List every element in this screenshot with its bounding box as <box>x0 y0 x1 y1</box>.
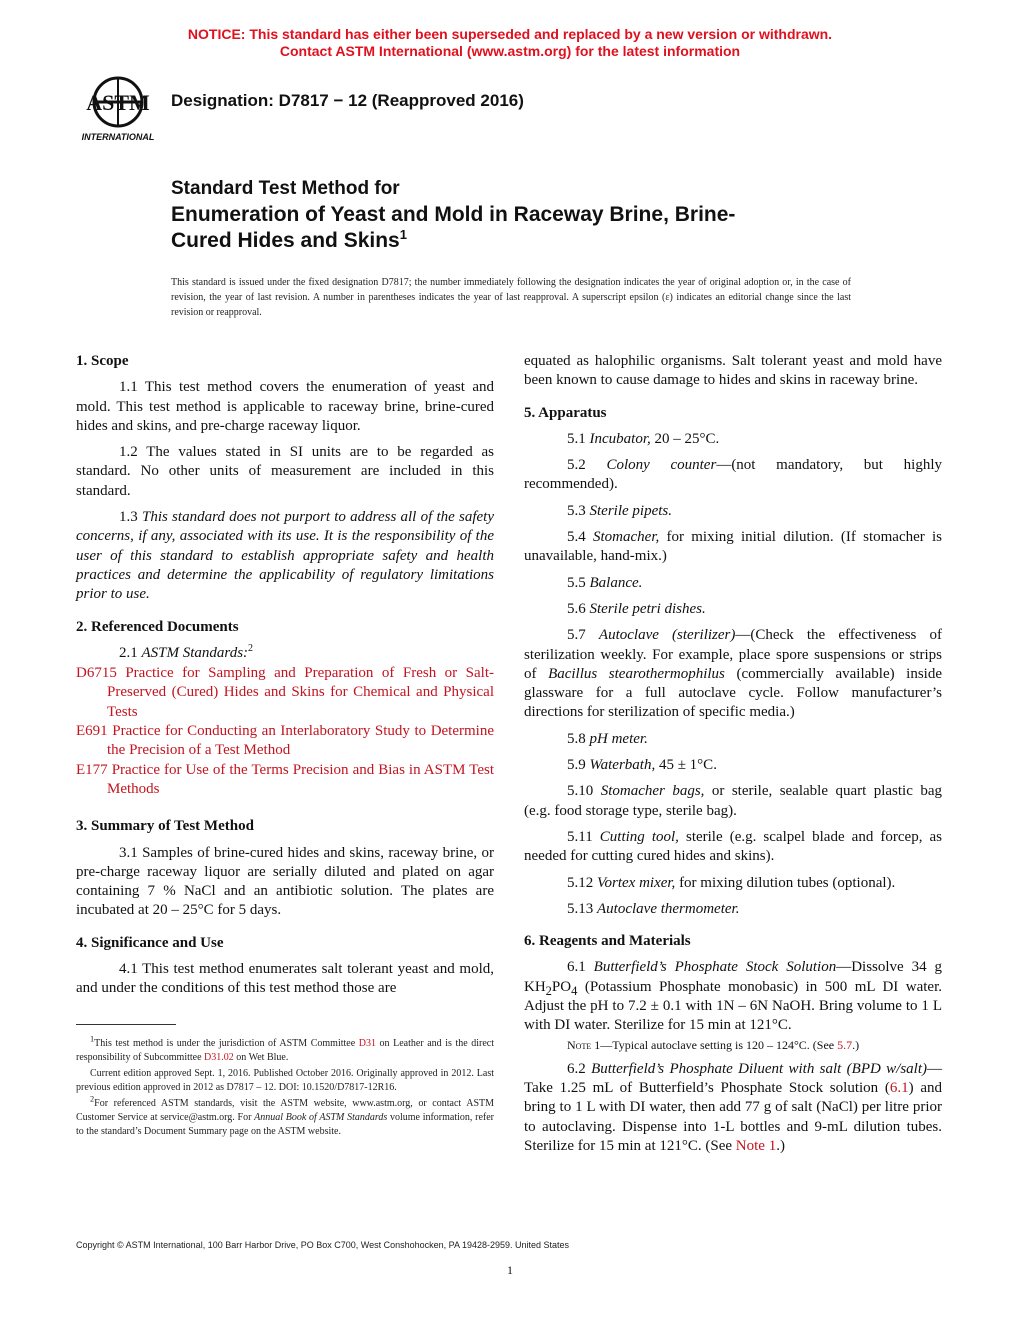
footnote-mark: 1 <box>90 1034 95 1044</box>
footnote-text: on Leather and is the direct responsibility of Subcommittee <box>76 1038 494 1063</box>
title-line-3-text: Cured Hides and Skins <box>171 229 400 252</box>
title-line-2: Enumeration of Yeast and Mold in Raceway Brine, Brine- <box>171 203 736 226</box>
item-text: PO <box>551 978 572 995</box>
committee-link[interactable]: D31 <box>358 1038 376 1049</box>
item-text: 45 ± 1°C. <box>655 757 717 774</box>
item-number: 6.1 <box>567 959 594 976</box>
document-title <box>171 176 871 254</box>
apparatus-item <box>524 828 942 867</box>
item-text: or sterile, sealable quart plastic bag (e.g. food storage type, sterile bag). <box>524 783 942 819</box>
left-column <box>76 352 494 1006</box>
item-text: (Potassium Phosphate monobasic) in 500 mL DI water. Adjust the pH to 7.2 ± 0.1 with 1N – 6N NaOH. Bring volume to 1 L with DI water. Sterilize for 15 min at 121°C. <box>524 978 942 1034</box>
referenced-standard <box>76 761 494 800</box>
item-text: —(Check the effectiveness of sterilization weekly. For example, place spore suspensions or strips of <box>524 627 943 682</box>
apparatus-item <box>524 430 942 449</box>
logo-subtext: INTERNATIONAL <box>81 132 155 142</box>
standard-link-e691[interactable]: E691 <box>76 723 108 740</box>
item-name: Sterile pipets. <box>589 502 672 519</box>
reagent-paragraph <box>524 958 942 1035</box>
fixed-designation-note: This standard is issued under the fixed designation D7817; the number immediately following the designation indicates the year of original adoption or, in the case of revision, the year of last revision. A number in parentheses indicates the year of last reapproval. A superscript epsilon (ε) indicates an editorial change since the last revision or reapproval. <box>171 277 851 318</box>
paragraph-continued: equated as halophilic organisms. Salt tolerant yeast and mold have been known to cause damage to hides and skins in raceway brine. <box>524 353 942 389</box>
item-name: Stomacher, <box>593 529 660 546</box>
footnote-2 <box>76 1094 495 1139</box>
item-number: 5.6 <box>567 600 590 617</box>
right-column <box>524 352 942 1163</box>
item-text: for mixing initial dilution. (If stomacher is unavailable, hand-mix.) <box>524 529 942 565</box>
copyright-line: Copyright © ASTM International, 100 Barr Harbor Drive, PO Box C700, West Conshohocken, PA 19428-2959. United States <box>76 1240 570 1250</box>
note-label: Note 1 <box>567 1037 601 1052</box>
logo-wordmark: ASTM <box>86 90 150 115</box>
section-heading: 2. Referenced Documents <box>76 618 239 635</box>
notice-line-2: Contact ASTM International (www.astm.org) for the latest information <box>279 43 741 59</box>
standard-link-d6715[interactable]: D6715 <box>76 665 117 682</box>
paragraph: 4.1 This test method enumerates salt tolerant yeast and mold, and under the conditions of this test method those are <box>76 961 494 997</box>
note-text: —Typical autoclave setting is 120 – 124°C. (See <box>600 1037 838 1052</box>
item-number: 5.4 <box>567 529 593 546</box>
item-name: Waterbath, <box>589 757 656 774</box>
subscript: 4 <box>571 983 578 998</box>
item-name: Colony counter <box>606 457 717 474</box>
section-heading: 6. Reagents and Materials <box>524 933 691 950</box>
item-number: 5.10 <box>567 783 601 800</box>
apparatus-item <box>524 456 942 495</box>
footnote-text: This test method is under the jurisdiction of ASTM Committee <box>94 1038 359 1049</box>
title-footnote-mark: 1 <box>399 227 407 242</box>
footnote-1 <box>76 1034 494 1065</box>
item-number: 5.12 <box>567 874 597 891</box>
paragraph-number: 1.3 <box>119 509 142 526</box>
paragraph-number: 2.1 <box>119 644 142 661</box>
item-name: Sterile petri dishes. <box>589 600 706 617</box>
item-text: 20 – 25°C. <box>650 430 720 447</box>
paragraph <box>76 508 494 604</box>
standard-title[interactable]: Practice for Conducting an Interlaboratory Study to Determine the Precision of a Test Method <box>107 723 494 759</box>
astm-logo <box>74 74 164 144</box>
item-number: 5.2 <box>567 457 607 474</box>
paragraph: 1.2 The values stated in SI units are to be regarded as standard. No other units of measurement are included in this standard. <box>76 444 494 499</box>
paragraph <box>76 644 494 663</box>
item-number: 5.3 <box>567 502 590 519</box>
subcommittee-link[interactable]: D31.02 <box>204 1052 234 1063</box>
apparatus-item <box>524 782 942 821</box>
apparatus-item <box>524 600 942 619</box>
page-number: 1 <box>507 1263 513 1277</box>
superseded-notice <box>0 26 1020 60</box>
apparatus-item <box>524 502 942 521</box>
paragraph: 3.1 Samples of brine-cured hides and skins, raceway brine, or pre-charge raceway liquor are serially diluted and plated on agar containing 7 % NaCl and an antibiotic solution. The plates are incubated at 20 – 25°C for 5 days. <box>76 844 494 919</box>
footnote-mark: 2 <box>90 1094 95 1104</box>
apparatus-item <box>524 574 942 593</box>
reagent-name: Butterfield’s Phosphate Stock Solution <box>593 959 837 976</box>
title-line-1: Standard Test Method for <box>171 178 400 199</box>
section-heading: 5. Apparatus <box>524 404 607 421</box>
footnote-mark: 2 <box>248 642 254 654</box>
item-name: Stomacher bags, <box>600 783 705 800</box>
item-text: for mixing dilution tubes (optional). <box>675 874 896 891</box>
item-number: 5.9 <box>567 757 590 774</box>
footnote-text: on Wet Blue. <box>233 1052 289 1063</box>
item-name: Vortex mixer, <box>597 874 676 891</box>
astm-logo-mark <box>74 74 164 144</box>
item-text: ) and bring to 1 L with DI water, then add 77 g of salt (NaCl) per litre prior to autoclaving. Dispense into 1-L bottles and 9-mL dilution tubes. Sterilize for 15 min at 121°C. (See <box>524 1079 942 1154</box>
item-text: —Dissolve 34 g KH <box>524 959 943 995</box>
footnote-text: volume information, refer to the standard’s Document Summary page on the ASTM website. <box>76 1112 495 1137</box>
item-number: 6.2 <box>567 1060 592 1077</box>
apparatus-item <box>524 874 942 893</box>
note-1 <box>524 1038 942 1053</box>
organism-name: Bacillus stearothermophilus <box>548 665 725 682</box>
astm-standards-label: ASTM Standards: <box>141 644 249 661</box>
section-heading: 4. Significance and Use <box>76 934 224 951</box>
title-line-3 <box>171 228 871 254</box>
notice-line-1: NOTICE: This standard has either been superseded and replaced by a new version or withdrawn. <box>187 26 833 42</box>
reagent-paragraph <box>524 1060 942 1156</box>
item-text: —Take 1.25 mL of Butterfield’s Phosphate Stock solution ( <box>524 1060 943 1096</box>
footnote-text: For referenced ASTM standards, visit the ASTM website, www.astm.org, or contact ASTM Customer Service at service@astm.org. For <box>76 1098 494 1123</box>
note-text: .) <box>852 1037 860 1052</box>
referenced-standard <box>76 664 494 722</box>
book-title: Annual Book of ASTM Standards <box>254 1112 388 1123</box>
item-number: 5.8 <box>567 730 590 747</box>
item-number: 5.5 <box>567 574 590 591</box>
section-link-5-7[interactable]: 5.7 <box>837 1037 853 1052</box>
item-number: 5.11 <box>567 828 600 845</box>
item-name: Autoclave thermometer. <box>597 900 740 917</box>
item-text: (commercially available) inside glassware for a full autoclave cycle. Follow manufacturer’s directions for sterilization of specific media.) <box>524 665 943 721</box>
item-text: sterile (e.g. scalpel blade and forcep, as needed for cutting cured hides and skins). <box>524 828 942 865</box>
footnote-rule <box>76 1024 176 1025</box>
section-heading: 3. Summary of Test Method <box>76 818 254 835</box>
apparatus-item <box>524 528 942 567</box>
note-1-link[interactable]: Note 1 <box>735 1137 777 1154</box>
reagent-name: Butterfield’s Phosphate Diluent with salt (BPD w/salt) <box>591 1060 928 1077</box>
safety-statement: This standard does not purport to address all of the safety concerns, if any, associated with its use. It is the responsibility of the user of this standard to establish appropriate safety and health practices and determine the applicability of regulatory limitations prior to use. <box>76 509 495 603</box>
item-number: 5.1 <box>567 430 590 447</box>
item-name: Autoclave (sterilizer) <box>598 627 736 644</box>
item-name: Cutting tool, <box>599 828 679 845</box>
standard-title[interactable]: Practice for Use of the Terms Precision and Bias in ASTM Test Methods <box>107 761 494 797</box>
apparatus-item <box>524 756 942 775</box>
apparatus-item <box>524 730 942 749</box>
standard-title[interactable]: Practice for Sampling and Preparation of Fresh or Salt-Preserved (Cured) Hides and Skins for Chemical and Physical Tests <box>107 665 494 720</box>
item-name: pH meter. <box>589 730 648 747</box>
section-heading: 1. Scope <box>76 353 129 369</box>
subscript: 2 <box>545 983 552 998</box>
section-link-6-1[interactable]: 6.1 <box>889 1079 909 1096</box>
footnotes <box>76 1034 495 1141</box>
apparatus-item <box>524 900 942 919</box>
item-number: 5.13 <box>567 900 597 917</box>
item-name: Incubator, <box>589 430 651 447</box>
designation: Designation: D7817 − 12 (Reapproved 2016) <box>171 91 524 110</box>
item-text: —(not mandatory, but highly recommended). <box>524 457 942 493</box>
paragraph: 1.1 This test method covers the enumeration of yeast and mold. This test method is applicable to raceway brine, brine-cured hides and skins, and pre-charge raceway liquor. <box>76 379 494 434</box>
item-number: 5.7 <box>567 627 599 644</box>
standard-link-e177[interactable]: E177 <box>76 761 108 778</box>
item-text: .) <box>776 1137 785 1154</box>
apparatus-item <box>524 626 942 722</box>
item-name: Balance. <box>589 574 643 591</box>
footnote-1-edition: Current edition approved Sept. 1, 2016. Published October 2016. Originally approved in 2012. Last previous edition approved in 2012 as D7817 – 12. DOI: 10.1520/D7817-12R16. <box>76 1068 494 1093</box>
referenced-standard <box>76 722 494 761</box>
